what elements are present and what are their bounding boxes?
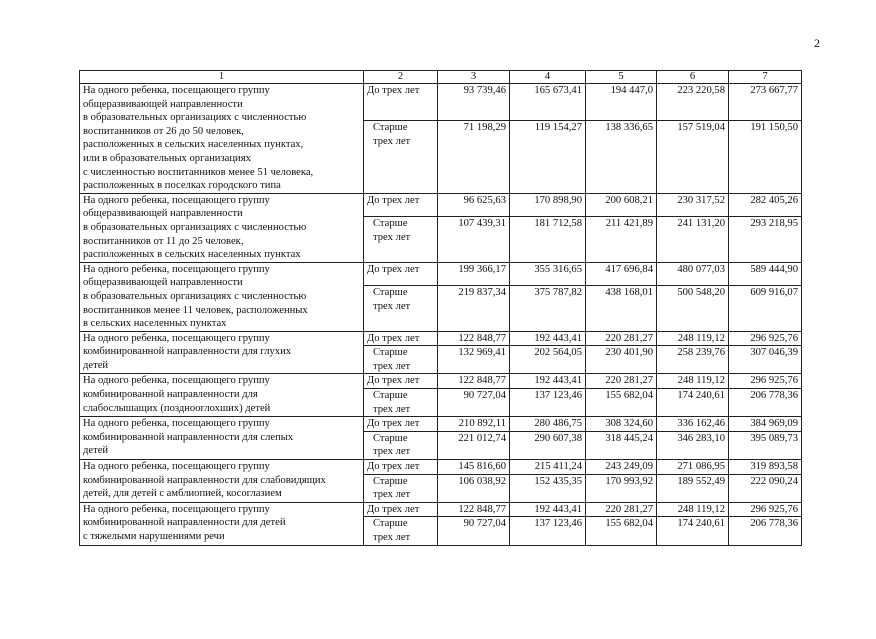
- age-group-under-three: До трех лет: [364, 193, 438, 217]
- value-cell: 258 239,76: [657, 346, 729, 374]
- age-group-over-three: Старше трех лет: [364, 121, 438, 193]
- value-cell: 273 667,77: [729, 84, 802, 121]
- value-cell: 222 090,24: [729, 474, 802, 502]
- value-cell: 219 837,34: [438, 286, 510, 331]
- age-group-over-three: Старше трех лет: [364, 286, 438, 331]
- value-cell: 145 816,60: [438, 460, 510, 475]
- header-col-5: 5: [586, 71, 657, 84]
- value-cell: 308 324,60: [586, 417, 657, 432]
- value-cell: 355 316,65: [510, 262, 586, 286]
- header-col-2: 2: [364, 71, 438, 84]
- value-cell: 220 281,27: [586, 502, 657, 517]
- value-cell: 174 240,61: [657, 517, 729, 545]
- value-cell: 90 727,04: [438, 517, 510, 545]
- value-cell: 138 336,65: [586, 121, 657, 193]
- value-cell: 589 444,90: [729, 262, 802, 286]
- header-col-3: 3: [438, 71, 510, 84]
- value-cell: 170 898,90: [510, 193, 586, 217]
- value-cell: 119 154,27: [510, 121, 586, 193]
- value-cell: 438 168,01: [586, 286, 657, 331]
- row-description: На одного ребенка, посещающего группу комбинированной направленности для слепых детей: [80, 417, 364, 460]
- age-group-over-three: Старше трех лет: [364, 346, 438, 374]
- value-cell: 181 712,58: [510, 217, 586, 262]
- value-cell: 215 411,24: [510, 460, 586, 475]
- header-col-1: 1: [80, 71, 364, 84]
- table-row: [80, 502, 802, 517]
- table-row: [80, 460, 802, 475]
- value-cell: 206 778,36: [729, 517, 802, 545]
- value-cell: 290 607,38: [510, 431, 586, 459]
- row-description: На одного ребенка, посещающего группу комбинированной направленности для детей с тяжелыми нарушениями речи: [80, 502, 364, 545]
- value-cell: 248 119,12: [657, 331, 729, 346]
- value-cell: 384 969,09: [729, 417, 802, 432]
- value-cell: 122 848,77: [438, 502, 510, 517]
- value-cell: 189 552,49: [657, 474, 729, 502]
- value-cell: 96 625,63: [438, 193, 510, 217]
- value-cell: 122 848,77: [438, 374, 510, 389]
- row-description: На одного ребенка, посещающего группу общеразвивающей направленности в образовательных организациях с численностью воспитанников от 26 до 50 человек, расположенных в сельских населенных пунктах, или в образовательных организациях с численностью воспитанников менее 51 человека, расположенных в поселках городского типа: [80, 84, 364, 194]
- value-cell: 500 548,20: [657, 286, 729, 331]
- value-cell: 296 925,76: [729, 502, 802, 517]
- value-cell: 243 249,09: [586, 460, 657, 475]
- value-cell: 122 848,77: [438, 331, 510, 346]
- value-cell: 191 150,50: [729, 121, 802, 193]
- value-cell: 206 778,36: [729, 389, 802, 417]
- row-description: На одного ребенка, посещающего группу общеразвивающей направленности в образовательных организациях с численностью воспитанников от 11 до 25 человек, расположенных в сельских населенных пунктах: [80, 193, 364, 262]
- value-cell: 192 443,41: [510, 331, 586, 346]
- value-cell: 223 220,58: [657, 84, 729, 121]
- age-group-under-three: До трех лет: [364, 460, 438, 475]
- value-cell: 194 447,0: [586, 84, 657, 121]
- table-row: [80, 331, 802, 346]
- value-cell: 307 046,39: [729, 346, 802, 374]
- value-cell: 137 123,46: [510, 389, 586, 417]
- value-cell: 395 089,73: [729, 431, 802, 459]
- value-cell: 280 486,75: [510, 417, 586, 432]
- header-col-4: 4: [510, 71, 586, 84]
- value-cell: 230 317,52: [657, 193, 729, 217]
- age-group-under-three: До трех лет: [364, 331, 438, 346]
- row-description: На одного ребенка, посещающего группу комбинированной направленности для слабовидящих детей, для детей с амблиопией, косоглазием: [80, 460, 364, 503]
- value-cell: 137 123,46: [510, 517, 586, 545]
- value-cell: 375 787,82: [510, 286, 586, 331]
- header-col-7: 7: [729, 71, 802, 84]
- value-cell: 155 682,04: [586, 389, 657, 417]
- header-col-6: 6: [657, 71, 729, 84]
- row-description: На одного ребенка, посещающего группу комбинированной направленности для глухих детей: [80, 331, 364, 374]
- value-cell: 220 281,27: [586, 331, 657, 346]
- value-cell: 170 993,92: [586, 474, 657, 502]
- value-cell: 248 119,12: [657, 502, 729, 517]
- page-number: 2: [814, 36, 820, 50]
- row-description: На одного ребенка, посещающего группу общеразвивающей направленности в образовательных организациях с численностью воспитанников менее 11 человек, расположенных в сельских населенных пунктах: [80, 262, 364, 331]
- cost-norms-table: [79, 70, 802, 546]
- age-group-over-three: Старше трех лет: [364, 389, 438, 417]
- value-cell: 336 162,46: [657, 417, 729, 432]
- value-cell: 107 439,31: [438, 217, 510, 262]
- value-cell: 417 696,84: [586, 262, 657, 286]
- value-cell: 155 682,04: [586, 517, 657, 545]
- value-cell: 609 916,07: [729, 286, 802, 331]
- value-cell: 165 673,41: [510, 84, 586, 121]
- value-cell: 346 283,10: [657, 431, 729, 459]
- value-cell: 132 969,41: [438, 346, 510, 374]
- value-cell: 480 077,03: [657, 262, 729, 286]
- value-cell: 210 892,11: [438, 417, 510, 432]
- age-group-under-three: До трех лет: [364, 417, 438, 432]
- table-row: [80, 84, 802, 121]
- value-cell: 211 421,89: [586, 217, 657, 262]
- value-cell: 230 401,90: [586, 346, 657, 374]
- value-cell: 296 925,76: [729, 331, 802, 346]
- value-cell: 152 435,35: [510, 474, 586, 502]
- table-row: [80, 374, 802, 389]
- value-cell: 220 281,27: [586, 374, 657, 389]
- value-cell: 319 893,58: [729, 460, 802, 475]
- value-cell: 71 198,29: [438, 121, 510, 193]
- value-cell: 282 405,26: [729, 193, 802, 217]
- value-cell: 202 564,05: [510, 346, 586, 374]
- age-group-under-three: До трех лет: [364, 374, 438, 389]
- value-cell: 174 240,61: [657, 389, 729, 417]
- value-cell: 90 727,04: [438, 389, 510, 417]
- value-cell: 241 131,20: [657, 217, 729, 262]
- value-cell: 248 119,12: [657, 374, 729, 389]
- age-group-over-three: Старше трех лет: [364, 431, 438, 459]
- value-cell: 157 519,04: [657, 121, 729, 193]
- age-group-over-three: Старше трех лет: [364, 217, 438, 262]
- age-group-under-three: До трех лет: [364, 84, 438, 121]
- value-cell: 200 608,21: [586, 193, 657, 217]
- value-cell: 271 086,95: [657, 460, 729, 475]
- value-cell: 192 443,41: [510, 374, 586, 389]
- age-group-under-three: До трех лет: [364, 502, 438, 517]
- row-description: На одного ребенка, посещающего группу комбинированной направленности для слабослышащих (позднооглохших) детей: [80, 374, 364, 417]
- value-cell: 93 739,46: [438, 84, 510, 121]
- value-cell: 318 445,24: [586, 431, 657, 459]
- age-group-over-three: Старше трех лет: [364, 517, 438, 545]
- table-row: [80, 262, 802, 286]
- value-cell: 221 012,74: [438, 431, 510, 459]
- value-cell: 106 038,92: [438, 474, 510, 502]
- value-cell: 296 925,76: [729, 374, 802, 389]
- header-row: [80, 71, 802, 84]
- value-cell: 293 218,95: [729, 217, 802, 262]
- value-cell: 192 443,41: [510, 502, 586, 517]
- age-group-under-three: До трех лет: [364, 262, 438, 286]
- age-group-over-three: Старше трех лет: [364, 474, 438, 502]
- table-body: [80, 84, 802, 546]
- value-cell: 199 366,17: [438, 262, 510, 286]
- table-row: [80, 193, 802, 217]
- table-row: [80, 417, 802, 432]
